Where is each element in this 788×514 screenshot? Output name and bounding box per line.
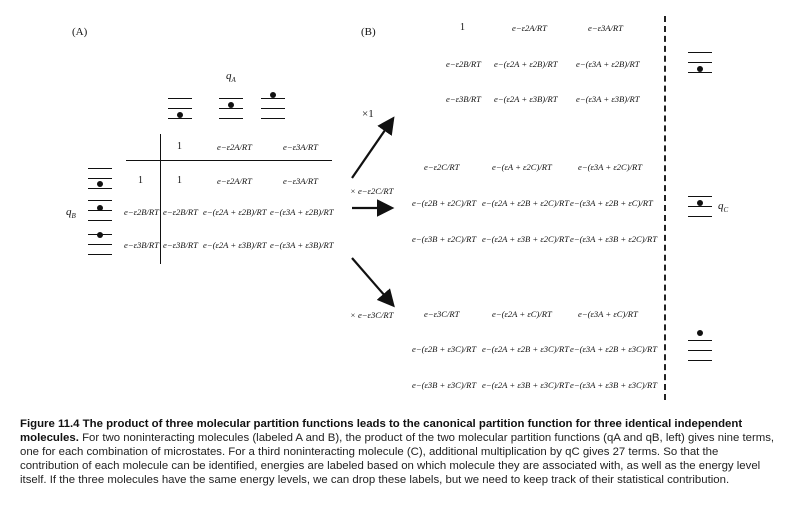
block-mid-cell: e−(ε2A + ε2B + ε2C)/RT <box>482 198 570 208</box>
arrow-down <box>352 258 392 304</box>
table-a-row-label: 1 <box>138 175 143 186</box>
table-a-cell: e−(ε2A + ε3B)/RT <box>203 240 267 250</box>
block-mid-cell: e−(ε2B + ε2C)/RT <box>412 198 477 208</box>
block-mid-cell: e−(ε2A + ε3B + ε2C)/RT <box>482 234 570 244</box>
block-top-cell: e−(ε3A + ε2B)/RT <box>576 59 640 69</box>
block-mid-cell: e−(ε3A + ε3B + ε2C)/RT <box>570 234 658 244</box>
block-mid-cell: e−ε2C/RT <box>424 162 460 172</box>
panel-label-b: (B) <box>361 26 376 38</box>
table-a-cell: 1 <box>177 175 182 186</box>
table-a-cell: e−(ε3A + ε2B)/RT <box>270 207 334 217</box>
block-mid-cell: e−(ε3A + ε2C)/RT <box>578 162 643 172</box>
table-a-cell: e−ε3A/RT <box>283 176 318 186</box>
panel-label-a: (A) <box>72 26 88 38</box>
table-a-row-label: e−ε3B/RT <box>124 240 159 250</box>
block-mid-cell: e−(εA + ε2C)/RT <box>492 162 552 172</box>
qc-label: $q_C$ <box>718 200 729 215</box>
block-bot-cell: e−(ε2A + ε2B + ε3C)/RT <box>482 344 570 354</box>
block-top-cell: e−(ε2A + ε2B)/RT <box>494 59 558 69</box>
caption-body: For two noninteracting molecules (labeled A and B), the product of the two molecular partition functions (qA and qB, left) gives nine terms, one for each combination of microstates. For a third noninteracting molecule (C), additional multiplication by qC gives 27 terms. So that the contribution of each molecule can be identified, energies are labeled based on which molecule they are associated with, as well as the energy level itself. If the three molecules have the same energy levels, we can drop these labels, but we need to keep track of their statistical contribution. <box>20 432 775 486</box>
table-a-cell: e−ε3B/RT <box>163 240 198 250</box>
figure-caption <box>20 417 778 487</box>
block-mid-cell: e−(ε3A + ε2B + εC)/RT <box>570 198 653 208</box>
table-a-cell: e−ε2B/RT <box>163 207 198 217</box>
table-a-header-cell: 1 <box>177 141 182 152</box>
block-bot-cell: e−ε3C/RT <box>424 309 460 319</box>
block-top-cell: e−(ε2A + ε3B)/RT <box>494 94 558 104</box>
table-a-header-cell: e−ε3A/RT <box>283 142 318 152</box>
block-bot-cell: e−(ε3A + ε2B + ε3C)/RT <box>570 344 658 354</box>
block-bot-cell: e−(ε2B + ε3C)/RT <box>412 344 477 354</box>
block-top-cell: e−(ε3A + ε3B)/RT <box>576 94 640 104</box>
block-top-cell: e−ε2B/RT <box>446 59 481 69</box>
table-a-cell: e−ε2A/RT <box>217 176 252 186</box>
block-bot-cell: e−(ε3A + ε3B + ε3C)/RT <box>570 380 658 390</box>
arrow-up <box>352 120 392 178</box>
table-a-cell: e−(ε2A + ε2B)/RT <box>203 207 267 217</box>
block-bot-cell: e−(ε3A + εC)/RT <box>578 309 638 319</box>
block-mid-cell: e−(ε3B + ε2C)/RT <box>412 234 477 244</box>
multiplier-top: ×1 <box>362 108 374 120</box>
qa-label: $q_A$ <box>226 70 236 85</box>
block-bot-cell: e−(ε2A + εC)/RT <box>492 309 552 319</box>
block-top-cell: e−ε3B/RT <box>446 94 481 104</box>
block-top-cell: e−ε3A/RT <box>588 23 623 33</box>
table-a-header-cell: e−ε2A/RT <box>217 142 252 152</box>
qb-label: $q_B$ <box>66 206 76 221</box>
multiplier-mid: × e−ε2C/RT <box>350 186 394 196</box>
block-top-cell: 1 <box>460 22 465 33</box>
caption-title: Figure 11.4 The product of three molecular partition functions leads to the canonical partition function for three identical independent molecules. <box>20 418 743 444</box>
table-a-row-label: e−ε2B/RT <box>124 207 159 217</box>
multiplier-bot: × e−ε3C/RT <box>350 310 394 320</box>
block-top-cell: e−ε2A/RT <box>512 23 547 33</box>
table-a-cell: e−(ε3A + ε3B)/RT <box>270 240 334 250</box>
block-bot-cell: e−(ε3B + ε3C)/RT <box>412 380 477 390</box>
block-bot-cell: e−(ε2A + ε3B + ε3C)/RT <box>482 380 570 390</box>
